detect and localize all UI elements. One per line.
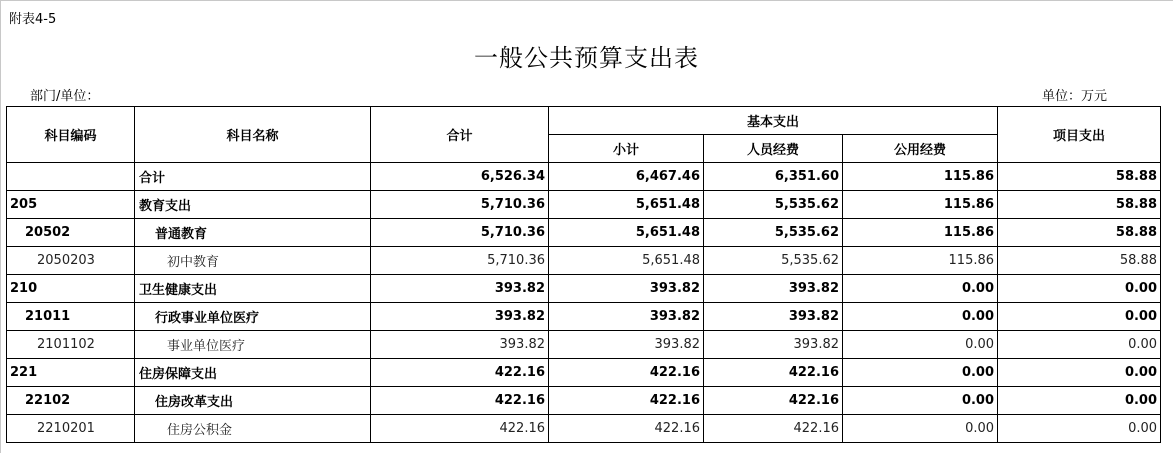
table-row — [7, 275, 1161, 303]
row-subtotal: 393.82 — [549, 331, 704, 359]
row-project: 0.00 — [998, 303, 1161, 331]
row-code: 221 — [7, 359, 135, 387]
department-label: 部门/单位： — [30, 89, 100, 104]
row-project: 0.00 — [998, 275, 1161, 303]
table-row — [7, 191, 1161, 219]
row-code: 205 — [7, 191, 135, 219]
row-total: 5,710.36 — [371, 219, 549, 247]
row-project: 0.00 — [998, 387, 1161, 415]
header-name: 科目名称 — [135, 107, 371, 163]
row-subtotal: 5,651.48 — [549, 247, 704, 275]
row-personnel: 5,535.62 — [704, 219, 843, 247]
row-public: 0.00 — [843, 275, 998, 303]
table-row — [7, 219, 1161, 247]
row-total: 393.82 — [371, 331, 549, 359]
row-code: 210 — [7, 275, 135, 303]
header-project: 项目支出 — [998, 107, 1161, 163]
table-row — [7, 247, 1161, 275]
row-subtotal: 393.82 — [549, 303, 704, 331]
row-personnel: 422.16 — [704, 415, 843, 443]
row-project: 58.88 — [998, 219, 1161, 247]
row-name: 住房保障支出 — [135, 359, 371, 387]
row-total: 393.82 — [371, 275, 549, 303]
row-code: 20502 — [7, 219, 135, 247]
header-personnel: 人员经费 — [704, 135, 843, 163]
row-name: 合计 — [135, 163, 371, 191]
row-public: 115.86 — [843, 247, 998, 275]
row-name: 卫生健康支出 — [135, 275, 371, 303]
header-subtotal: 小计 — [549, 135, 704, 163]
row-name: 教育支出 — [135, 191, 371, 219]
table-row — [7, 163, 1161, 191]
row-code: 2210201 — [7, 415, 135, 443]
row-personnel: 393.82 — [704, 275, 843, 303]
row-personnel: 422.16 — [704, 359, 843, 387]
row-subtotal: 422.16 — [549, 359, 704, 387]
page-title: 一般公共预算支出表 — [474, 44, 699, 72]
row-name: 行政事业单位医疗 — [135, 303, 371, 331]
table-row — [7, 331, 1161, 359]
table-row — [7, 415, 1161, 443]
unit-label: 单位：万元 — [1042, 89, 1108, 104]
row-public: 0.00 — [843, 331, 998, 359]
row-subtotal: 6,467.46 — [549, 163, 704, 191]
row-name: 普通教育 — [135, 219, 371, 247]
header-public: 公用经费 — [843, 135, 998, 163]
row-project: 0.00 — [998, 415, 1161, 443]
row-project: 0.00 — [998, 331, 1161, 359]
row-code: 2101102 — [7, 331, 135, 359]
row-project: 58.88 — [998, 191, 1161, 219]
row-public: 0.00 — [843, 415, 998, 443]
row-public: 0.00 — [843, 359, 998, 387]
row-personnel: 6,351.60 — [704, 163, 843, 191]
row-total: 6,526.34 — [371, 163, 549, 191]
row-project: 0.00 — [998, 359, 1161, 387]
row-personnel: 393.82 — [704, 303, 843, 331]
page-border-top — [0, 0, 1173, 1]
row-code: 22102 — [7, 387, 135, 415]
table-body — [7, 163, 1161, 443]
row-code — [7, 163, 135, 191]
header-code: 科目编码 — [7, 107, 135, 163]
row-name: 住房改革支出 — [135, 387, 371, 415]
row-name: 初中教育 — [135, 247, 371, 275]
table-row — [7, 387, 1161, 415]
row-code: 2050203 — [7, 247, 135, 275]
row-public: 115.86 — [843, 163, 998, 191]
row-subtotal: 5,651.48 — [549, 191, 704, 219]
row-public: 115.86 — [843, 219, 998, 247]
row-code: 21011 — [7, 303, 135, 331]
row-name: 住房公积金 — [135, 415, 371, 443]
row-personnel: 422.16 — [704, 387, 843, 415]
row-name: 事业单位医疗 — [135, 331, 371, 359]
row-personnel: 5,535.62 — [704, 247, 843, 275]
row-public: 0.00 — [843, 387, 998, 415]
row-personnel: 5,535.62 — [704, 191, 843, 219]
row-total: 5,710.36 — [371, 191, 549, 219]
row-project: 58.88 — [998, 247, 1161, 275]
row-project: 58.88 — [998, 163, 1161, 191]
annex-label: 附表4-5 — [9, 12, 57, 27]
row-total: 422.16 — [371, 415, 549, 443]
row-personnel: 393.82 — [704, 331, 843, 359]
header-total: 合计 — [371, 107, 549, 163]
row-subtotal: 422.16 — [549, 415, 704, 443]
row-public: 0.00 — [843, 303, 998, 331]
table-row — [7, 303, 1161, 331]
row-subtotal: 5,651.48 — [549, 219, 704, 247]
row-subtotal: 422.16 — [549, 387, 704, 415]
header-basic: 基本支出 — [549, 107, 998, 135]
row-public: 115.86 — [843, 191, 998, 219]
budget-table — [6, 106, 1161, 443]
table-row — [7, 359, 1161, 387]
row-subtotal: 393.82 — [549, 275, 704, 303]
row-total: 393.82 — [371, 303, 549, 331]
row-total: 5,710.36 — [371, 247, 549, 275]
row-total: 422.16 — [371, 359, 549, 387]
header-row-1 — [7, 107, 1161, 135]
row-total: 422.16 — [371, 387, 549, 415]
